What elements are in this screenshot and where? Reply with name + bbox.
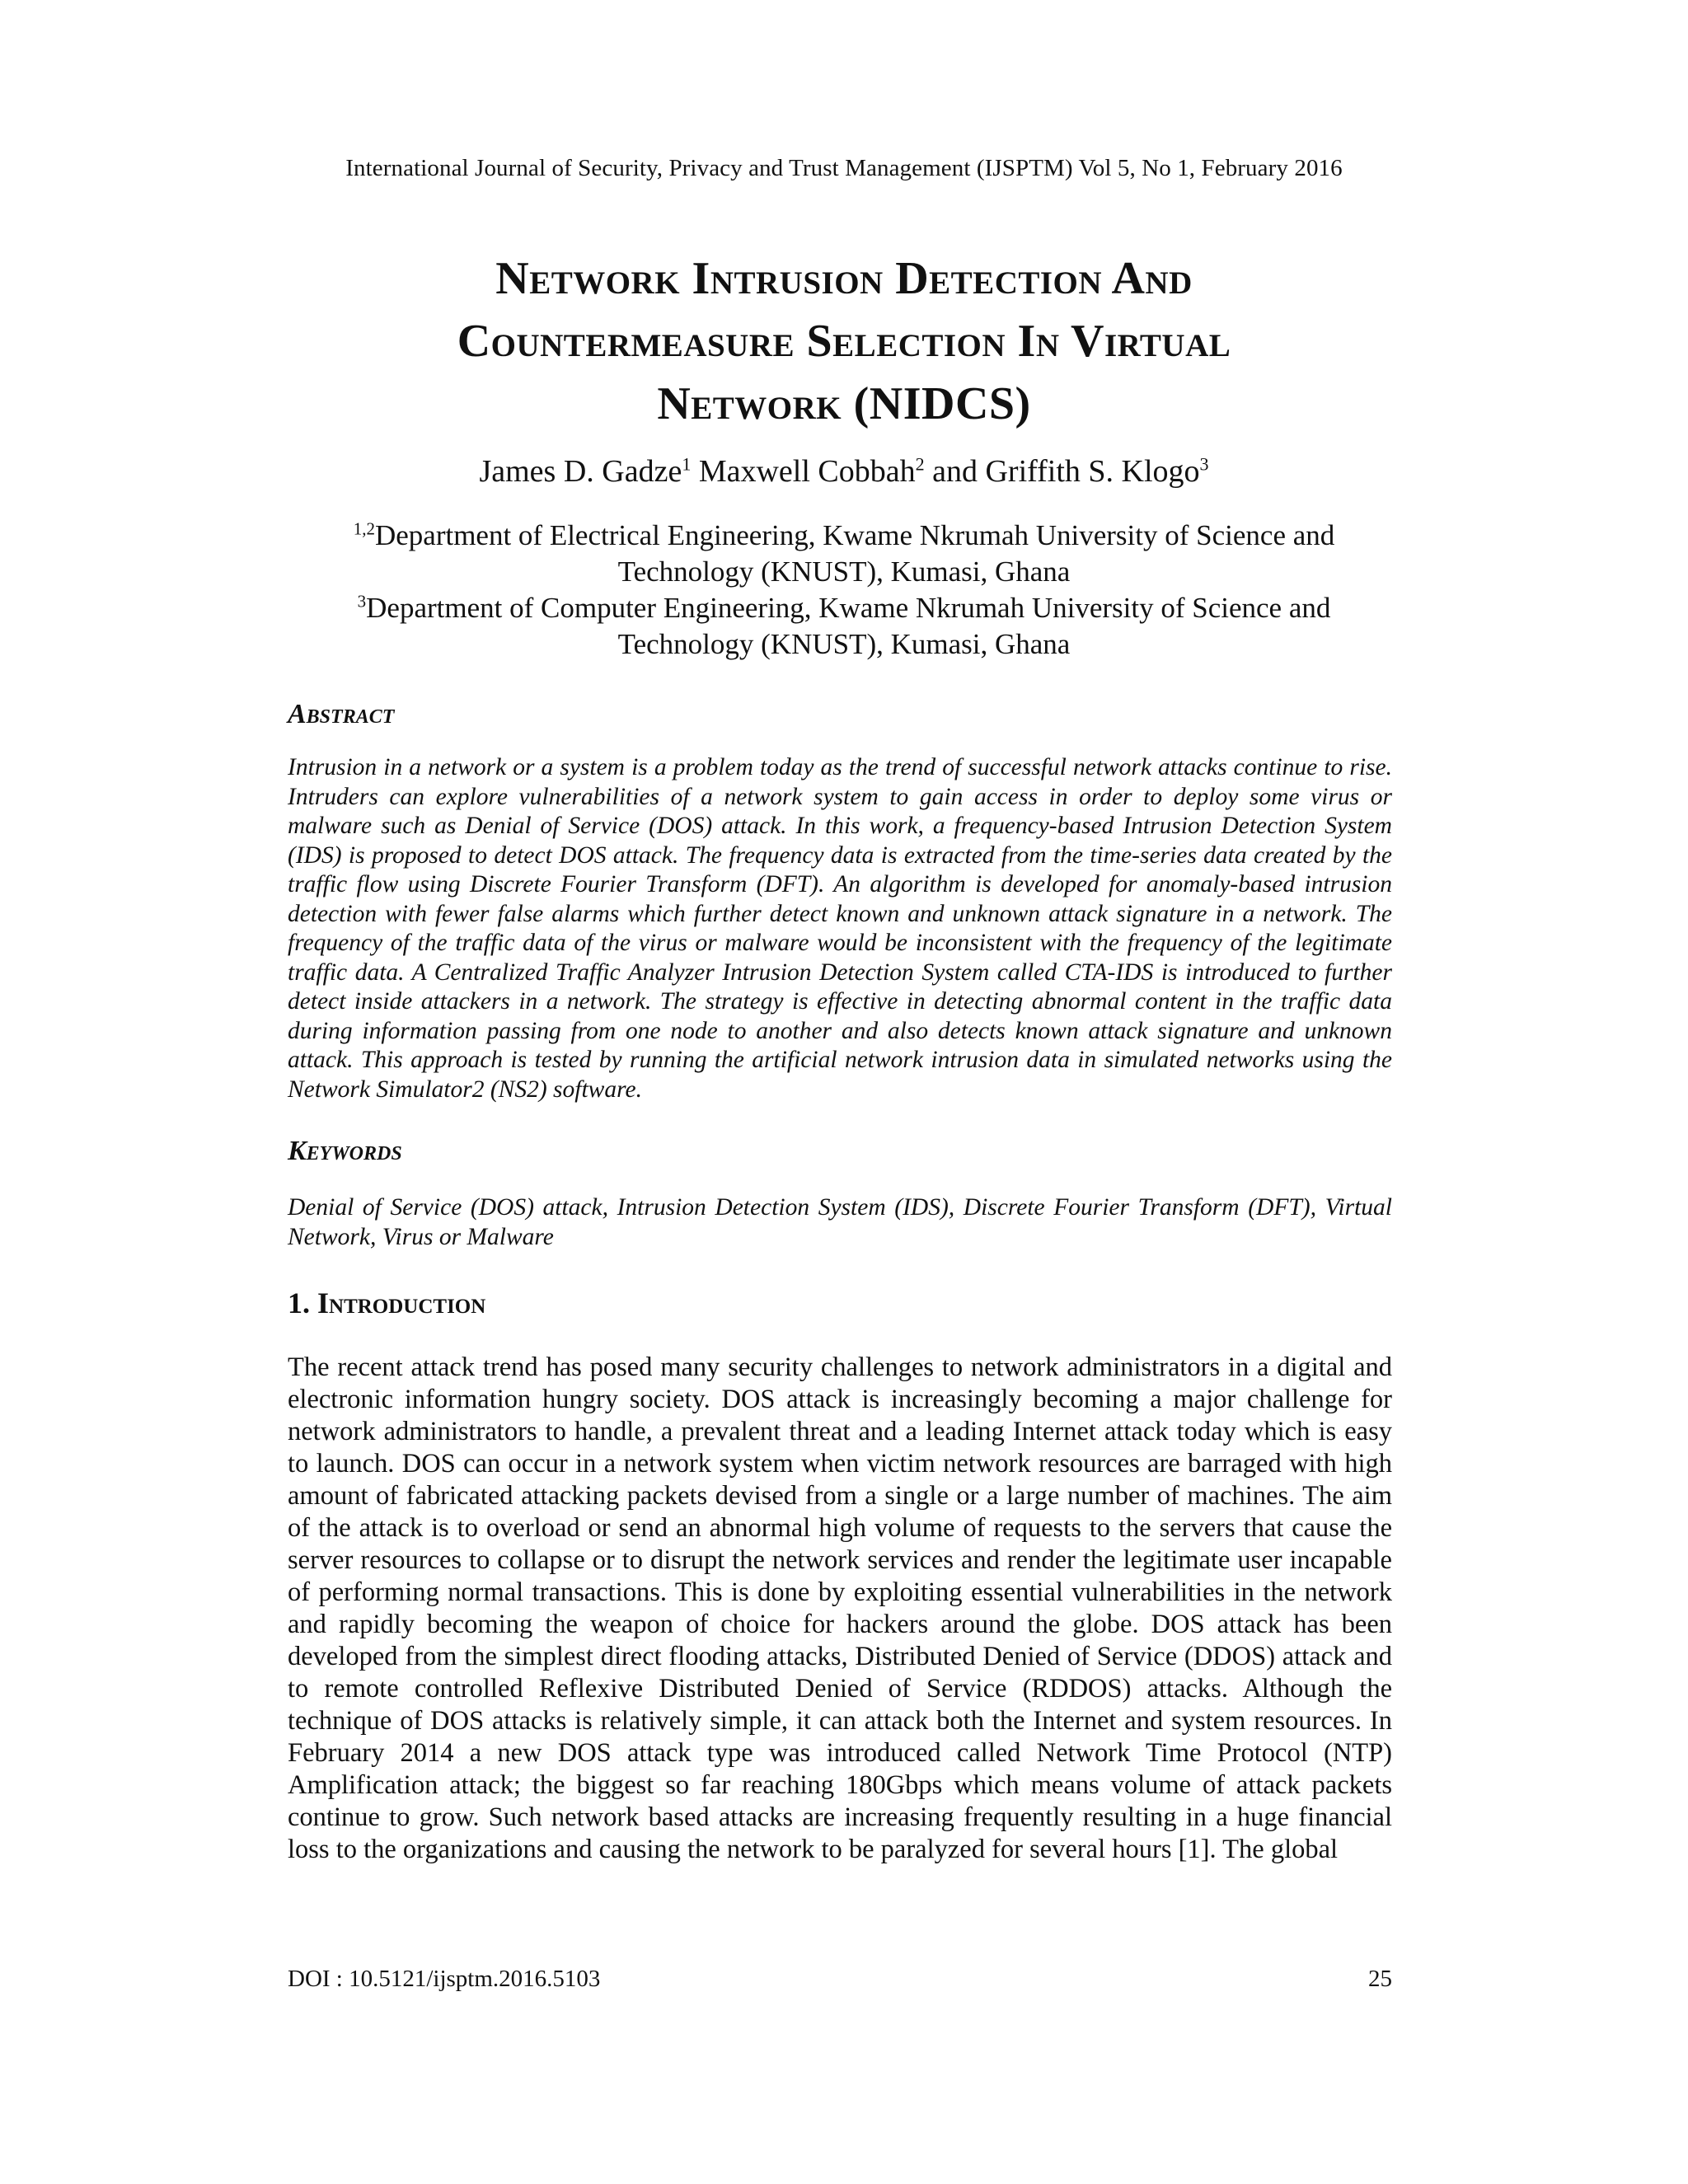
author-list <box>0 453 1688 490</box>
affiliation-2 <box>247 590 1441 663</box>
keywords-body: Denial of Service (DOS) attack, Intrusion Detection System (IDS), Discrete Fourier Transform (DFT), Virtual Network, Virus or Malware <box>288 1194 1392 1250</box>
affiliation-1-line-1 <box>247 518 1441 554</box>
affiliation-text: Department of Electrical Engineering, Kwame Nkrumah University of Science and <box>374 519 1335 551</box>
affiliation-sup: 1,2 <box>353 518 375 539</box>
affiliation-2-line-1 <box>247 590 1441 626</box>
affiliation-sup: 3 <box>357 591 367 612</box>
doi-footer: DOI : 10.5121/ijsptm.2016.5103 <box>288 1966 601 1992</box>
page-number: 25 <box>1368 1966 1392 1992</box>
author-name: Maxwell Cobbah <box>691 454 916 489</box>
title-line-3: Network (NIDCS) <box>657 378 1031 429</box>
abstract-heading: Abstract <box>288 699 395 729</box>
author-sup: 2 <box>915 453 925 475</box>
title-line-1: Network Intrusion Detection And <box>495 253 1193 304</box>
affiliation-1-line-2: Technology (KNUST), Kumasi, Ghana <box>617 555 1071 588</box>
affiliation-text: Department of Computer Engineering, Kwame Nkrumah University of Science and <box>366 592 1331 624</box>
author-name: James D. Gadze <box>479 454 682 489</box>
paper-title <box>247 247 1441 435</box>
introduction-heading: 1. Introduction <box>288 1286 486 1319</box>
author-name: and Griffith S. Klogo <box>924 454 1200 489</box>
abstract-body: Intrusion in a network or a system is a problem today as the trend of successful network attacks continue to rise. Intruders can explore vulnerabilities of a network system to gain access in order to deploy some virus or malware such as Denial of Service (DOS) attack. In this work, a frequency-based Intrusion Detection System (IDS) is proposed to detect DOS attack. The frequency data is extracted from the time-series data created by the traffic flow using Discrete Fourier Transform (DFT). An algorithm is developed for anomaly-based intrusion detection with fewer false alarms which further detect known and unknown attack signature in a network. The frequency of the traffic data of the virus or malware would be inconsistent with the frequency of the legitimate traffic data. A Centralized Traffic Analyzer Intrusion Detection System called CTA-IDS is introduced to further detect inside attackers in a network. The strategy is effective in detecting abnormal content in the traffic data during information passing from one node to another and also detects known attack signature and unknown attack. This approach is tested by running the artificial network intrusion data in simulated networks using the Network Simulator2 (NS2) software. <box>288 754 1392 1103</box>
keywords-heading: Keywords <box>288 1136 402 1166</box>
title-line-2: Countermeasure Selection In Virtual <box>457 316 1231 367</box>
author-sup: 3 <box>1199 453 1209 475</box>
author-sup: 1 <box>682 453 692 475</box>
affiliation-1 <box>247 518 1441 590</box>
introduction-body: The recent attack trend has posed many security challenges to network administrators in a digital and electronic information hungry society. DOS attack is increasingly becoming a major challenge for network administrators to handle, a prevalent threat and a leading Internet attack today which is easy to launch. DOS can occur in a network system when victim network resources are barraged with high amount of fabricated attacking packets devised from a single or a large number of machines. The aim of the attack is to overload or send an abnormal high volume of requests to the servers that cause the server resources to collapse or to disrupt the network services and render the legitimate user incapable of performing normal transactions. This is done by exploiting essential vulnerabilities in the network and rapidly becoming the weapon of choice for hackers around the globe. DOS attack has been developed from the simplest direct flooding attacks, Distributed Denied of Service (DDOS) attack and to remote controlled Reflexive Distributed Denied of Service (RDDOS) attacks. Although the technique of DOS attacks is relatively simple, it can attack both the Internet and system resources. In February 2014 a new DOS attack type was introduced called Network Time Protocol (NTP) Amplification attack; the biggest so far reaching 180Gbps which means volume of attack packets continue to grow. Such network based attacks are increasing frequently resulting in a huge financial loss to the organizations and causing the network to be paralyzed for several hours [1]. The global <box>288 1352 1392 1864</box>
affiliation-2-line-2: Technology (KNUST), Kumasi, Ghana <box>617 628 1071 660</box>
journal-header: International Journal of Security, Privacy and Trust Management (IJSPTM) Vol 5, No 1, February 2016 <box>345 155 1343 181</box>
